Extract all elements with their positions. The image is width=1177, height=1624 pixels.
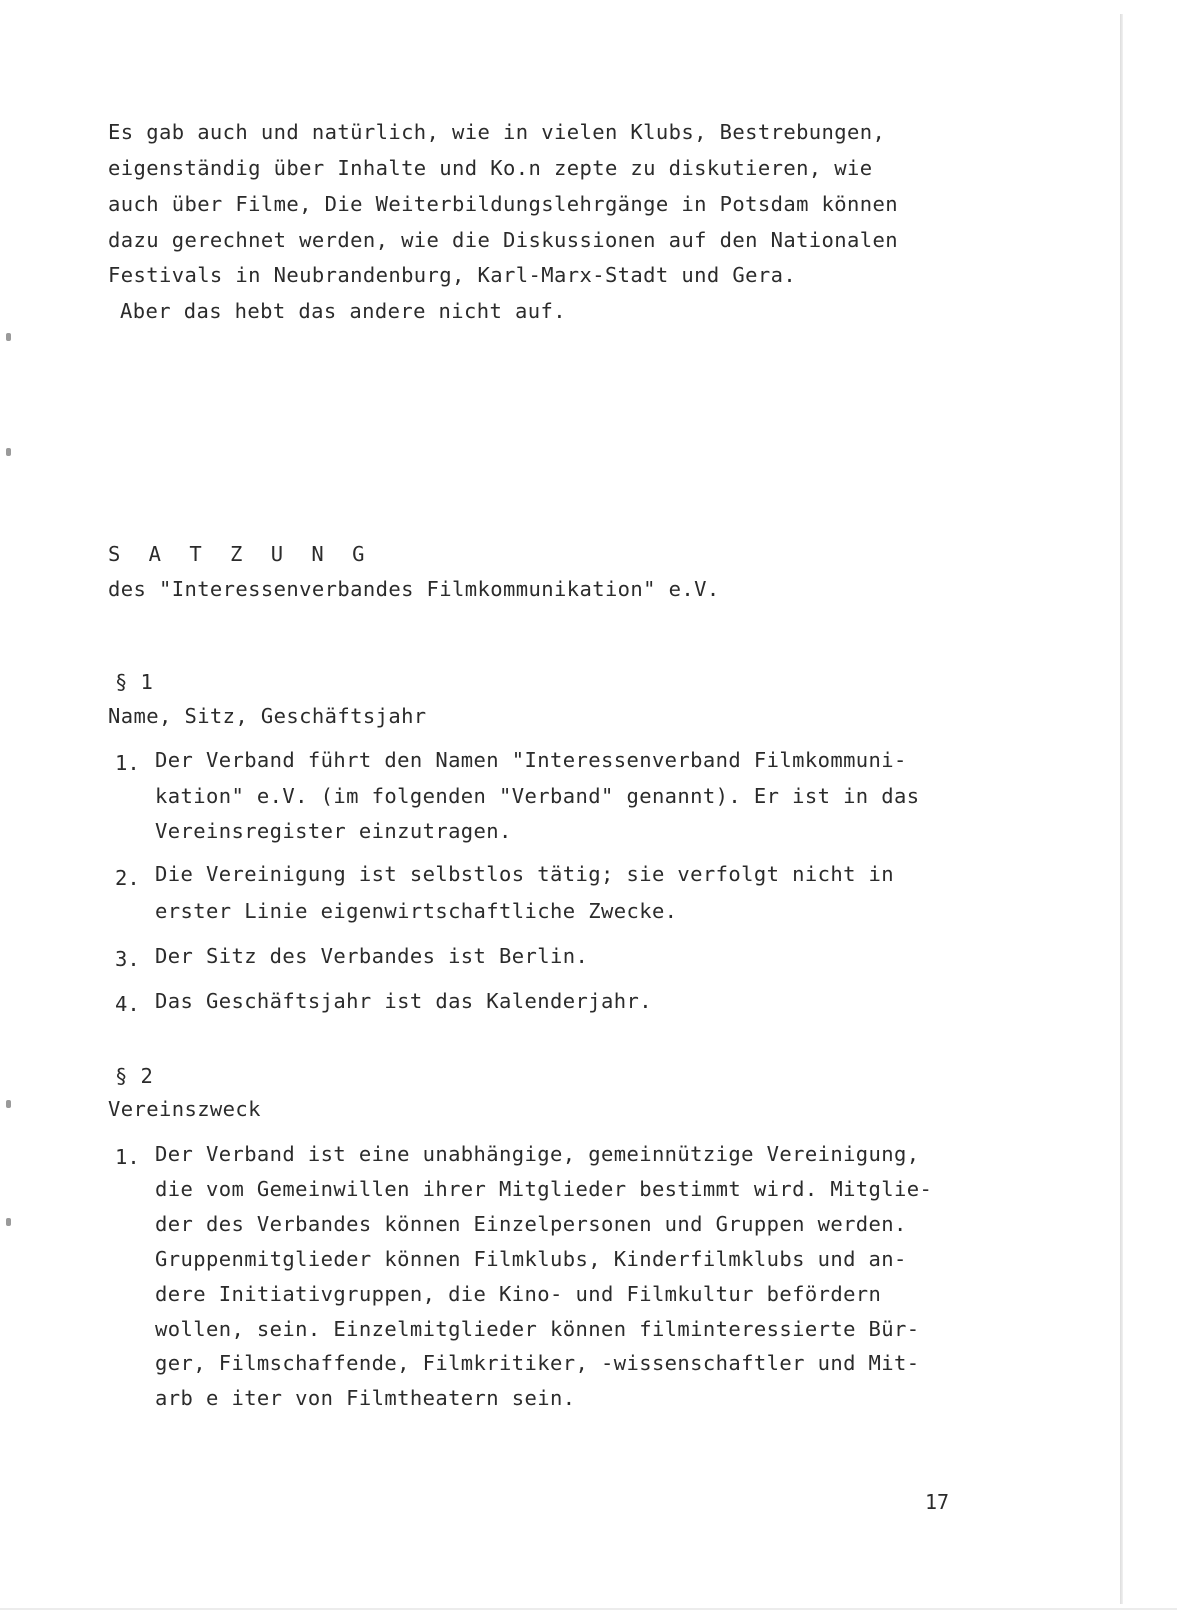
item-line: Die Vereinigung ist selbstlos tätig; sie verfolgt nicht in bbox=[155, 862, 895, 886]
item-line: Gruppenmitglieder können Filmklubs, Kinderfilmklubs und an- bbox=[155, 1247, 907, 1271]
intro-line: eigenständig über Inhalte und Ko.n zepte zu diskutieren, wie bbox=[108, 156, 873, 180]
item-line: Der Sitz des Verbandes ist Berlin. bbox=[155, 944, 589, 968]
item-line: Das Geschäftsjahr ist das Kalenderjahr. bbox=[155, 989, 652, 1013]
punch-mark bbox=[6, 333, 11, 341]
section-heading: Name, Sitz, Geschäftsjahr bbox=[108, 704, 427, 728]
section-heading: Vereinszweck bbox=[108, 1097, 261, 1121]
item-line: der des Verbandes können Einzelpersonen und Gruppen werden. bbox=[155, 1212, 907, 1236]
intro-line: auch über Filme, Die Weiterbildungslehrgänge in Potsdam können bbox=[108, 192, 899, 216]
item-line: ger, Filmschaffende, Filmkritiker, -wissenschaftler und Mit- bbox=[155, 1351, 920, 1375]
item-line: Der Verband ist eine unabhängige, gemeinnützige Vereinigung, bbox=[155, 1142, 920, 1166]
item-line: kation" e.V. (im folgenden "Verband" genannt). Er ist in das bbox=[155, 784, 920, 808]
page-edge bbox=[1120, 14, 1123, 1604]
item-number: 2. bbox=[115, 866, 140, 890]
intro-line: Es gab auch und natürlich, wie in vielen Klubs, Bestrebungen, bbox=[108, 120, 886, 144]
item-line: dere Initiativgruppen, die Kino- und Filmkultur befördern bbox=[155, 1282, 882, 1306]
item-line: Vereinsregister einzutragen. bbox=[155, 819, 512, 843]
section-symbol: § 1 bbox=[115, 670, 154, 694]
punch-mark bbox=[6, 448, 11, 456]
intro-line: Aber das hebt das andere nicht auf. bbox=[120, 299, 566, 323]
section-symbol: § 2 bbox=[115, 1064, 154, 1088]
item-line: arb e iter von Filmtheatern sein. bbox=[155, 1386, 576, 1410]
item-line: wollen, sein. Einzelmitglieder können filminteressierte Bür- bbox=[155, 1317, 920, 1341]
page-number: 17 bbox=[925, 1490, 950, 1514]
statute-title: S A T Z U N G bbox=[108, 542, 373, 566]
intro-line: dazu gerechnet werden, wie die Diskussionen auf den Nationalen bbox=[108, 228, 899, 252]
item-line: Der Verband führt den Namen "Interessenverband Filmkommuni- bbox=[155, 748, 907, 772]
intro-line: Festivals in Neubrandenburg, Karl-Marx-Stadt und Gera. bbox=[108, 263, 797, 287]
item-line: erster Linie eigenwirtschaftliche Zwecke. bbox=[155, 899, 678, 923]
page-bottom-edge bbox=[0, 1608, 1177, 1610]
statute-subtitle: des "Interessenverbandes Filmkommunikation" e.V. bbox=[108, 577, 720, 601]
item-number: 1. bbox=[115, 751, 140, 775]
punch-mark bbox=[6, 1100, 11, 1108]
item-number: 3. bbox=[115, 947, 140, 971]
item-line: die vom Gemeinwillen ihrer Mitglieder bestimmt wird. Mitglie- bbox=[155, 1177, 933, 1201]
item-number: 1. bbox=[115, 1145, 140, 1169]
item-number: 4. bbox=[115, 992, 140, 1016]
punch-mark bbox=[6, 1218, 11, 1226]
